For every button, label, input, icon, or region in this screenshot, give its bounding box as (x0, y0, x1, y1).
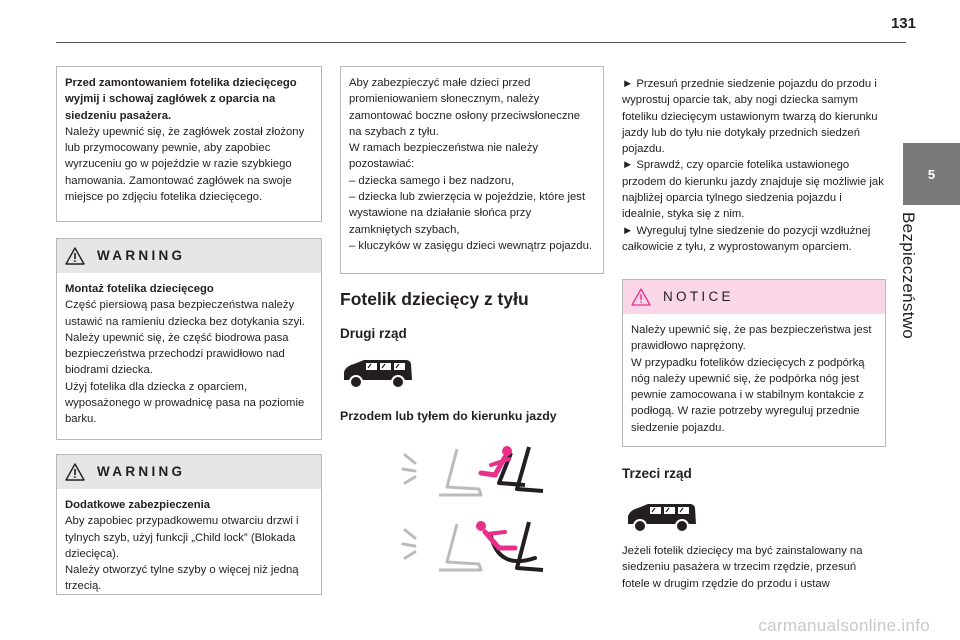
instruction-step: ► Sprawdź, czy oparcie fotelika ustawionego przodem do kierunku jazdy znajduje się możliwie jak najbliżej oparcia tylnego siedzenia pojazdu i idealnie, styka się z nim. (622, 159, 884, 221)
warning-line: Aby zapobiec przypadkowemu otwarciu drzwi i tylnych szyb, użyj funkcji „Child lock” (Blokada dziecięca). (65, 515, 299, 560)
orientation-label: Przodem lub tyłem do kierunku jazdy (340, 409, 557, 423)
instruction-steps (622, 76, 886, 255)
sun-protection-box (340, 66, 604, 274)
header-divider (56, 42, 906, 43)
warning-title: Montaż fotelika dziecięcego (65, 283, 214, 295)
warning-box-seat-mounting (56, 238, 322, 440)
headrest-info-box (56, 66, 322, 222)
warning-line: Część piersiową pasa bezpieczeństwa należy ustawić na ramieniu dziecka bez dotykania szyi. (65, 299, 305, 328)
page-number: 131 (890, 15, 916, 32)
warning-label: WARNING (97, 463, 186, 479)
sun-box-line: – kluczyków w zasięgu dzieci wewnątrz pojazdu. (349, 239, 592, 252)
sun-box-line: Aby zabezpieczyć małe dzieci przed promieniowaniem słonecznym, należy zamontować boczne osłony przeciwsłoneczne na szybach z tyłu. (349, 77, 581, 138)
headrest-info-text: Należy upewnić się, że zagłówek został złożony lub przymocowany pewnie, aby zapobiec wyrzuceniu go w pojeździe w razie szybkiego hamowania. Zamontować zagłówek na swoje miejsce po zdjęciu fotelika dziecięcego. (65, 125, 305, 204)
chapter-title: Bezpieczeństwo (899, 212, 918, 340)
warning-header (57, 455, 321, 489)
section-title: Fotelik dziecięcy z tyłu (340, 289, 529, 309)
warning-triangle-icon (65, 247, 85, 265)
warning-box-extra-safety (56, 454, 322, 595)
instruction-step: ► Przesuń przednie siedzenie pojazdu do przodu i wyprostuj oparcie tak, aby nogi dziecka samym foteliku dziecięcym ustawionym twarzą do kierunku jazdy lub do tyłu nie dotykały przednich siedzeń pojazdu. (622, 78, 878, 156)
warning-line: Należy otworzyć tylne szyby o więcej niż jedną trzecią. (65, 564, 299, 593)
notice-header (623, 280, 885, 314)
chapter-tab[interactable]: 5 (903, 143, 960, 205)
notice-triangle-icon (631, 288, 651, 306)
notice-label: NOTICE (663, 288, 734, 304)
warning-triangle-icon (65, 463, 85, 481)
notice-line: Należy upewnić się, że pas bezpieczeństwa jest prawidłowo naprężony. (631, 324, 872, 353)
third-row-text: Jeżeli fotelik dziecięcy ma być zainstalowany na siedzeniu pasażera w trzecim rzędzie, przesuń fotele w drugim rzędzie do przodu i ustaw (622, 545, 863, 590)
instruction-step: ► Wyreguluj tylne siedzenie do pozycji wzdłużnej całkowicie z tyłu, z wyprostowanym oparciem. (622, 224, 871, 253)
warning-label: WARNING (97, 247, 186, 263)
notice-line: W przypadku fotelików dziecięcych z podpórką nóg należy upewnić się, że podpórka nóg jest pewnie zamocowana i w stabilnym kontakcie z podłogą. W razie potrzeby wyreguluj przednie siedzenie pojazdu. (631, 356, 865, 434)
warning-line: Użyj fotelika dla dziecka z oparciem, wyposażonego w prowadnicę pasa na poziomie barku. (65, 380, 305, 426)
forward-facing-seat-diagram (395, 443, 545, 503)
van-second-row-icon (340, 358, 414, 390)
sun-box-line: W ramach bezpieczeństwa nie należy pozostawiać: (349, 142, 538, 171)
warning-line: Należy upewnić się, że część biodrowa pasa bezpieczeństwa przechodzi prawidłowo nad biodrami dziecka. (65, 331, 289, 377)
watermark: carmanualsonline.info (758, 616, 930, 635)
sun-box-line: – dziecka lub zwierzęcia w pojeździe, które jest wystawione na działanie słońca przy zamkniętych szybach, (349, 191, 586, 236)
notice-box (622, 279, 886, 447)
headrest-info-title: Przed zamontowaniem fotelika dziecięcego wyjmij i schowaj zagłówek z oparcia na siedzeniu pasażera. (65, 77, 297, 122)
rear-facing-seat-diagram (395, 518, 545, 580)
subsection-third-row: Trzeci rząd (622, 466, 692, 481)
warning-header (57, 239, 321, 273)
subsection-second-row: Drugi rząd (340, 326, 407, 341)
warning-title: Dodatkowe zabezpieczenia (65, 499, 211, 511)
sun-box-line: – dziecka samego i bez nadzoru, (349, 174, 515, 187)
van-third-row-icon (624, 502, 698, 534)
